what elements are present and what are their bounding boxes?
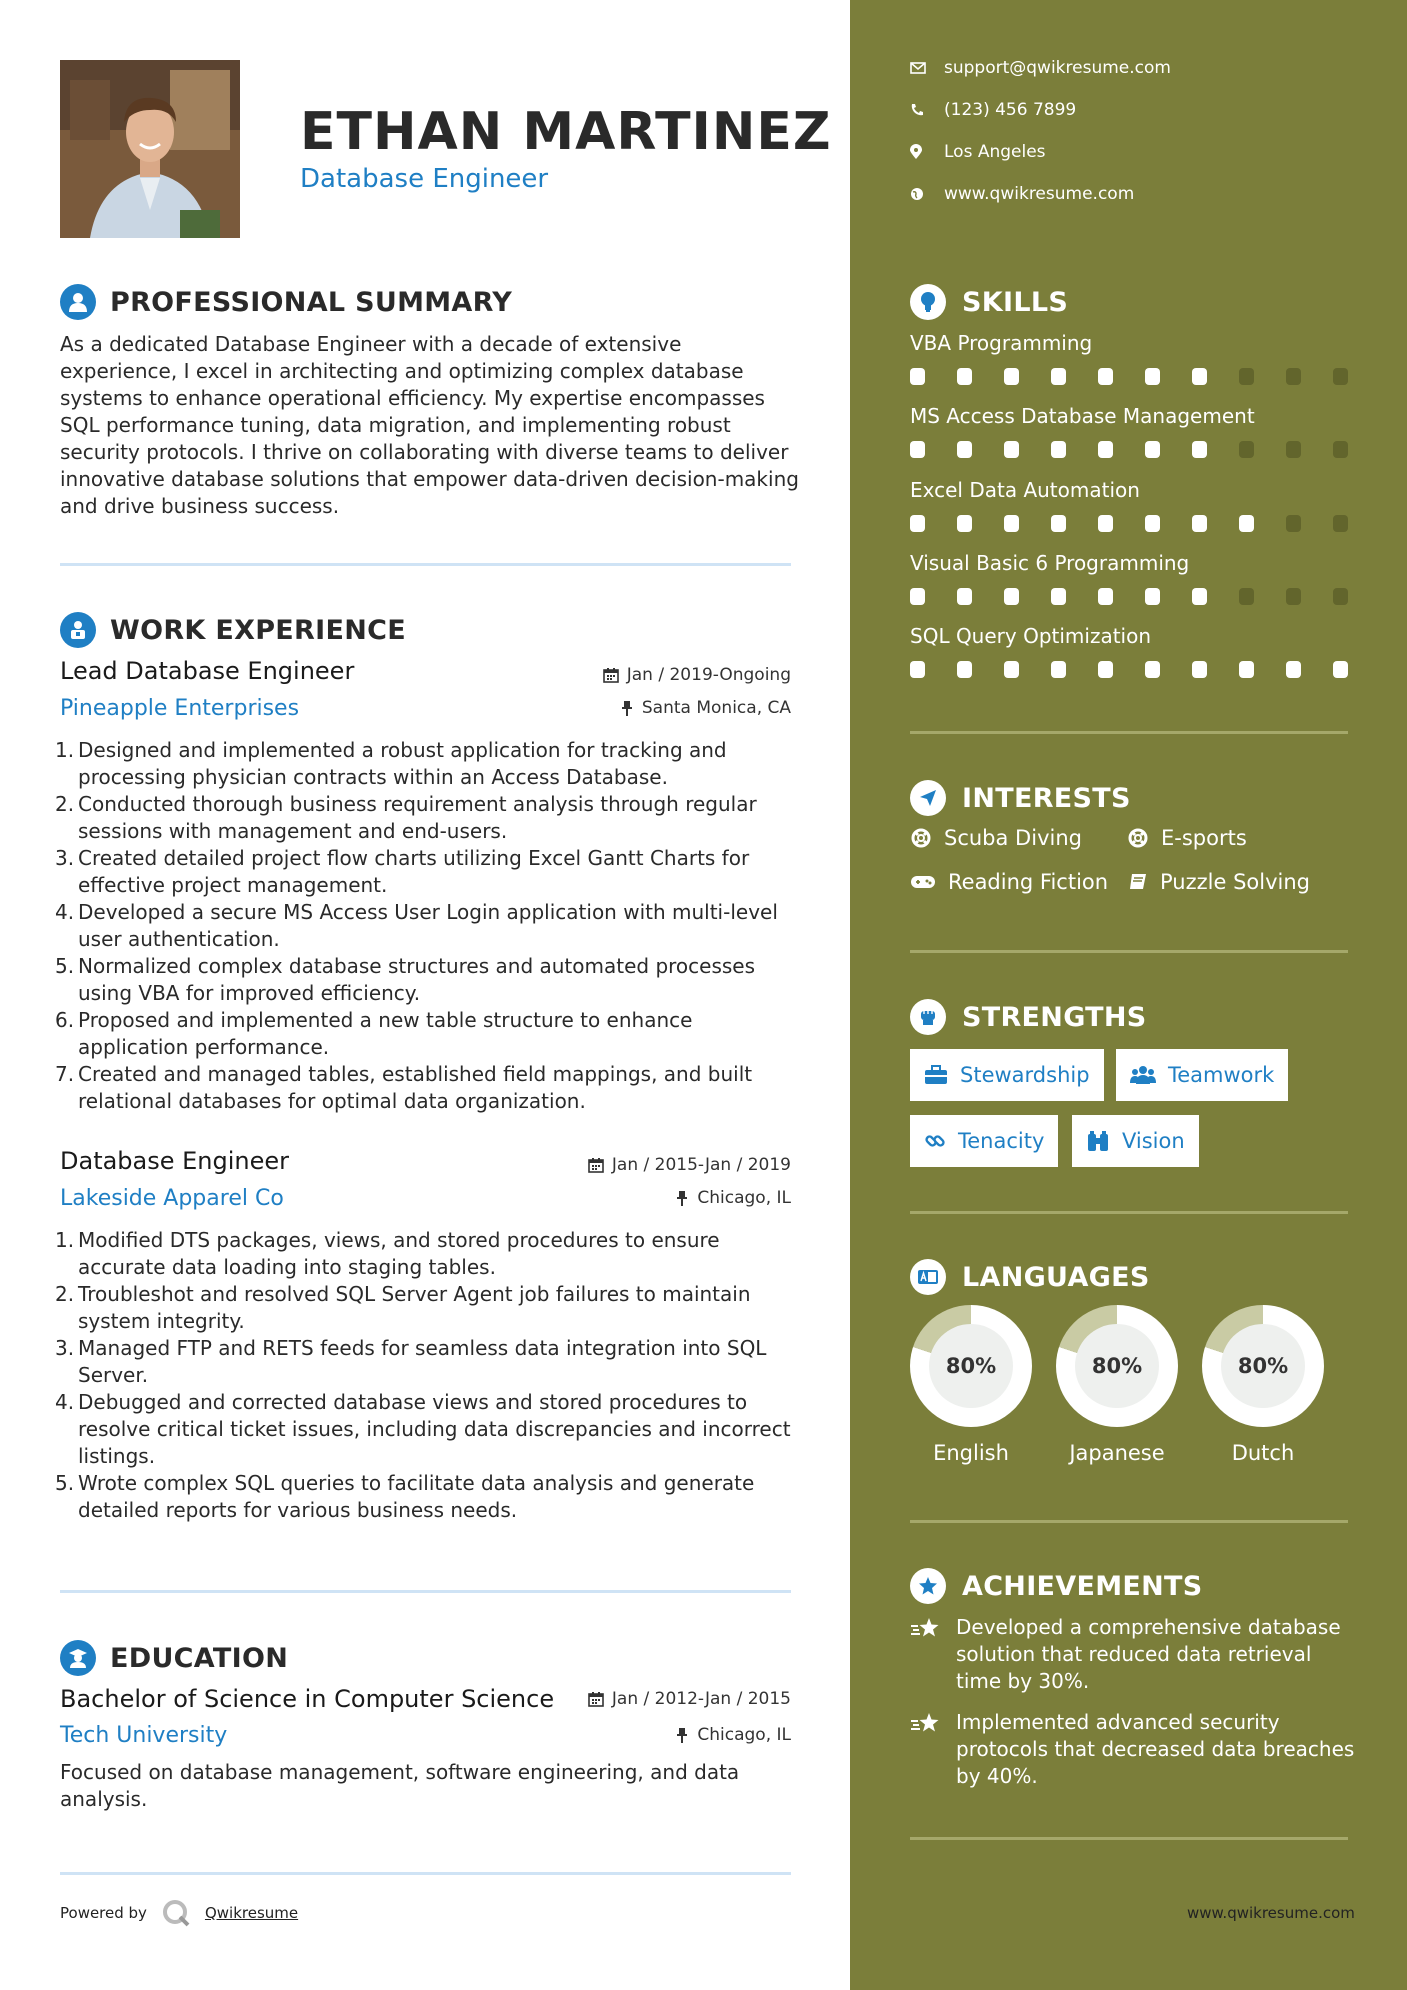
list-item: 7. Created and managed tables, established field mappings, and built relational databases for optimal data organization. (55, 1062, 753, 1113)
contact-location (910, 142, 1046, 162)
skill-name: Excel Data Automation (910, 478, 1140, 502)
qwikresume-link[interactable]: Qwikresume (204, 1904, 299, 1922)
skill-name: VBA Programming (910, 331, 1093, 355)
interest-item (1128, 870, 1310, 894)
education-location-text: Chicago, IL (697, 1725, 791, 1745)
list-item: 1. Modified DTS packages, views, and stored procedures to ensure accurate data loading into staging tables. (55, 1228, 720, 1279)
lightbulb-icon (910, 284, 946, 320)
list-item: 3. Created detailed project flow charts utilizing Excel Gantt Charts for effective project management. (55, 846, 750, 897)
language-percent: 80% (1075, 1324, 1159, 1408)
skill-dot-filled (1004, 368, 1019, 385)
interest-item (1127, 826, 1247, 850)
skill-rating (910, 515, 1348, 532)
achievements-title: ACHIEVEMENTS (962, 1570, 1203, 1602)
skill-dot-empty (1333, 368, 1348, 385)
divider (910, 731, 1348, 734)
skill-rating (910, 588, 1348, 605)
qwikresume-logo-icon (161, 1898, 191, 1928)
skill-dot-filled (1051, 588, 1066, 605)
interest-label: E-sports (1161, 826, 1247, 850)
language-item (910, 1305, 1032, 1465)
language-name: English (933, 1441, 1009, 1465)
list-item: 1. Designed and implemented a robust application for tracking and processing physician contracts within an Access Database. (55, 738, 727, 789)
job-bullets (55, 737, 800, 1115)
link-icon (924, 1130, 946, 1152)
skill-rating (910, 661, 1348, 678)
education-location (675, 1725, 791, 1745)
language-progress-ring (1202, 1305, 1324, 1427)
interest-label: Puzzle Solving (1160, 870, 1310, 894)
skill-dot-filled (1145, 441, 1160, 458)
job-company: Pineapple Enterprises (60, 696, 300, 721)
skill-dot-filled (1192, 441, 1207, 458)
job-dates (603, 665, 791, 685)
footer-website[interactable]: www.qwikresume.com (1187, 1904, 1355, 1922)
powered-by-label: Powered by (60, 1904, 147, 1922)
user-icon (60, 284, 96, 320)
graduate-icon (60, 1640, 96, 1676)
skill-dot-filled (957, 661, 972, 678)
paper-plane-icon (910, 780, 946, 816)
skill-dot-filled (1004, 661, 1019, 678)
map-marker-icon (910, 144, 944, 160)
skill-dot-filled (1004, 588, 1019, 605)
skill-dot-filled (1098, 588, 1113, 605)
life-ring-icon (1127, 827, 1149, 849)
binoculars-icon (1086, 1130, 1110, 1152)
strengths-section-header (910, 997, 1147, 1037)
website-text: www.qwikresume.com (944, 184, 1135, 204)
achievements-section-header (910, 1566, 1203, 1606)
experience-title: WORK EXPERIENCE (110, 614, 406, 646)
job-title: Lead Database Engineer (60, 657, 355, 685)
skill-dot-empty (1286, 441, 1301, 458)
strength-tag (910, 1049, 1104, 1101)
calendar-icon (588, 1691, 604, 1707)
divider (910, 950, 1348, 953)
skill-dot-filled (1004, 515, 1019, 532)
skill-dot-empty (1333, 588, 1348, 605)
experience-section-header (60, 610, 406, 650)
sidebar (850, 0, 1407, 1990)
interest-label: Scuba Diving (944, 826, 1082, 850)
job-dates-text: Jan / 2019-Ongoing (626, 665, 791, 685)
star-icon (910, 1614, 956, 1695)
skill-dot-filled (910, 588, 925, 605)
list-item: 2. Conducted thorough business requirement analysis through regular sessions with management and end-users. (55, 792, 757, 843)
skill-dot-filled (1145, 515, 1160, 532)
skill-dot-empty (1239, 588, 1254, 605)
skill-dot-filled (1333, 661, 1348, 678)
list-item: 5. Wrote complex SQL queries to facilitate data analysis and generate detailed reports for various business needs. (55, 1471, 755, 1522)
briefcase-icon (924, 1065, 948, 1085)
job-location (675, 1188, 791, 1208)
interest-item (910, 870, 1108, 894)
fist-icon (910, 999, 946, 1035)
language-progress-ring (910, 1305, 1032, 1427)
strength-label: Teamwork (1168, 1063, 1275, 1087)
list-item: 6. Proposed and implemented a new table structure to enhance application performance. (55, 1008, 693, 1059)
skill-dot-filled (1098, 368, 1113, 385)
language-item (1056, 1305, 1178, 1465)
job-company: Lakeside Apparel Co (60, 1186, 284, 1211)
skill-dot-filled (1192, 588, 1207, 605)
language-name: Dutch (1231, 1441, 1295, 1465)
skill-dot-filled (1286, 661, 1301, 678)
candidate-role: Database Engineer (300, 164, 549, 194)
list-item: 4. Debugged and corrected database views and stored procedures to resolve critical ticket issues, including data discrepancies and incorrect listings. (55, 1390, 791, 1468)
email-text: support@qwikresume.com (944, 58, 1171, 78)
skill-dot-filled (1239, 661, 1254, 678)
life-ring-icon (910, 827, 932, 849)
skill-dot-empty (1239, 368, 1254, 385)
skill-dot-empty (1286, 588, 1301, 605)
list-item: 3. Managed FTP and RETS feeds for seamless data integration into SQL Server. (55, 1336, 767, 1387)
skill-dot-filled (957, 368, 972, 385)
skill-dot-filled (1145, 368, 1160, 385)
language-icon (910, 1259, 946, 1295)
strength-tag (910, 1115, 1058, 1167)
divider (910, 1211, 1348, 1214)
summary-text: As a dedicated Database Engineer with a decade of extensive experience, I excel in architecting and optimizing complex database systems to enhance operational efficiency. My expertise encompasses SQL performance tuning, data migration, and implementing robust security protocols. I thrive on collaborating with diverse teams to deliver innovative database solutions that empower data-driven decision-making and drive business success. (60, 332, 799, 518)
skill-dot-filled (957, 441, 972, 458)
skill-dot-filled (1192, 661, 1207, 678)
phone-text: (123) 456 7899 (944, 100, 1077, 120)
gamepad-icon (910, 873, 936, 891)
calendar-icon (588, 1157, 604, 1173)
star-badge-icon (910, 1568, 946, 1604)
phone-icon (910, 103, 944, 117)
skill-dot-filled (910, 515, 925, 532)
divider (60, 1872, 791, 1875)
skill-dot-empty (1286, 515, 1301, 532)
language-item (1202, 1305, 1324, 1465)
strengths-title: STRENGTHS (962, 1001, 1147, 1033)
divider (910, 1520, 1348, 1523)
education-section-header (60, 1638, 288, 1678)
skills-section-header (910, 282, 1068, 322)
book-icon (1128, 872, 1148, 892)
strength-tag (1072, 1115, 1199, 1167)
summary-section-header (60, 282, 512, 322)
education-title: EDUCATION (110, 1642, 289, 1674)
skill-dot-filled (1051, 661, 1066, 678)
achievement-text: Implemented advanced security protocols that decreased data breaches by 40%. (956, 1710, 1355, 1788)
skill-dot-filled (1004, 441, 1019, 458)
strength-label: Stewardship (960, 1063, 1090, 1087)
skill-dot-filled (1051, 441, 1066, 458)
skill-rating (910, 441, 1348, 458)
list-item: 5. Normalized complex database structures and automated processes using VBA for improved efficiency. (55, 954, 756, 1005)
interest-label: Reading Fiction (948, 870, 1109, 894)
skill-dot-filled (1239, 515, 1254, 532)
education-description: Focused on database management, software engineering, and data analysis. (60, 1760, 740, 1811)
contact-phone[interactable] (910, 100, 1076, 120)
job-location-text: Chicago, IL (697, 1188, 791, 1208)
skill-name: MS Access Database Management (910, 404, 1255, 428)
job-bullets (55, 1227, 800, 1524)
strength-label: Tenacity (958, 1129, 1045, 1153)
contact-website[interactable] (910, 184, 1134, 204)
degree-title: Bachelor of Science in Computer Science (60, 1685, 555, 1713)
skill-dot-filled (1098, 441, 1113, 458)
skill-rating (910, 368, 1348, 385)
location-text: Los Angeles (944, 142, 1046, 162)
skill-dot-filled (1192, 368, 1207, 385)
contact-email[interactable] (910, 58, 1171, 78)
skill-dot-empty (1333, 441, 1348, 458)
skill-dot-filled (957, 515, 972, 532)
briefcase-user-icon (60, 612, 96, 648)
languages-section-header (910, 1257, 1150, 1297)
job-dates (588, 1155, 791, 1175)
skill-dot-filled (1145, 661, 1160, 678)
interests-title: INTERESTS (962, 782, 1131, 814)
candidate-name: ETHAN MARTINEZ (300, 102, 832, 162)
calendar-icon (603, 667, 619, 683)
globe-icon (910, 187, 944, 201)
pin-icon (675, 1727, 689, 1743)
job-title: Database Engineer (60, 1147, 290, 1175)
job-location-text: Santa Monica, CA (641, 698, 791, 718)
achievement-text: Developed a comprehensive database solution that reduced data retrieval time by 30%. (956, 1615, 1341, 1693)
skill-dot-filled (1098, 661, 1113, 678)
job-dates-text: Jan / 2015-Jan / 2019 (611, 1155, 791, 1175)
skill-dot-filled (1192, 515, 1207, 532)
divider (60, 1590, 791, 1593)
skill-name: SQL Query Optimization (910, 624, 1152, 648)
star-icon (910, 1709, 956, 1790)
achievement-item (910, 1614, 1360, 1695)
pin-icon (675, 1190, 689, 1206)
skill-dot-filled (910, 368, 925, 385)
skill-dot-filled (910, 661, 925, 678)
achievement-item (910, 1709, 1360, 1790)
pin-icon (620, 700, 634, 716)
skill-dot-filled (1051, 368, 1066, 385)
profile-photo (60, 60, 240, 238)
strength-tag (1116, 1049, 1288, 1101)
skill-name: Visual Basic 6 Programming (910, 551, 1190, 575)
languages-title: LANGUAGES (962, 1261, 1150, 1293)
education-dates-text: Jan / 2012-Jan / 2015 (611, 1689, 791, 1709)
powered-by-footer (60, 1898, 298, 1928)
list-item: 4. Developed a secure MS Access User Login application with multi-level user authentication. (55, 900, 778, 951)
divider (60, 563, 791, 566)
language-progress-ring (1056, 1305, 1178, 1427)
school-name: Tech University (60, 1723, 228, 1748)
skill-dot-empty (1286, 368, 1301, 385)
language-percent: 80% (1221, 1324, 1305, 1408)
strength-label: Vision (1122, 1129, 1185, 1153)
summary-title: PROFESSIONAL SUMMARY (110, 286, 513, 318)
skill-dot-filled (1098, 515, 1113, 532)
skill-dot-filled (910, 441, 925, 458)
job-location (620, 698, 791, 718)
skill-dot-empty (1239, 441, 1254, 458)
education-dates (588, 1689, 791, 1709)
language-name: Japanese (1069, 1441, 1165, 1465)
language-percent: 80% (929, 1324, 1013, 1408)
list-item: 2. Troubleshot and resolved SQL Server Agent job failures to maintain system integrity. (55, 1282, 751, 1333)
skill-dot-empty (1333, 515, 1348, 532)
skills-title: SKILLS (962, 286, 1069, 318)
interest-item (910, 826, 1082, 850)
skill-dot-filled (957, 588, 972, 605)
users-icon (1130, 1065, 1156, 1085)
divider (910, 1837, 1348, 1840)
interests-section-header (910, 778, 1131, 818)
skill-dot-filled (1051, 515, 1066, 532)
envelope-icon (910, 62, 944, 74)
skill-dot-filled (1145, 588, 1160, 605)
